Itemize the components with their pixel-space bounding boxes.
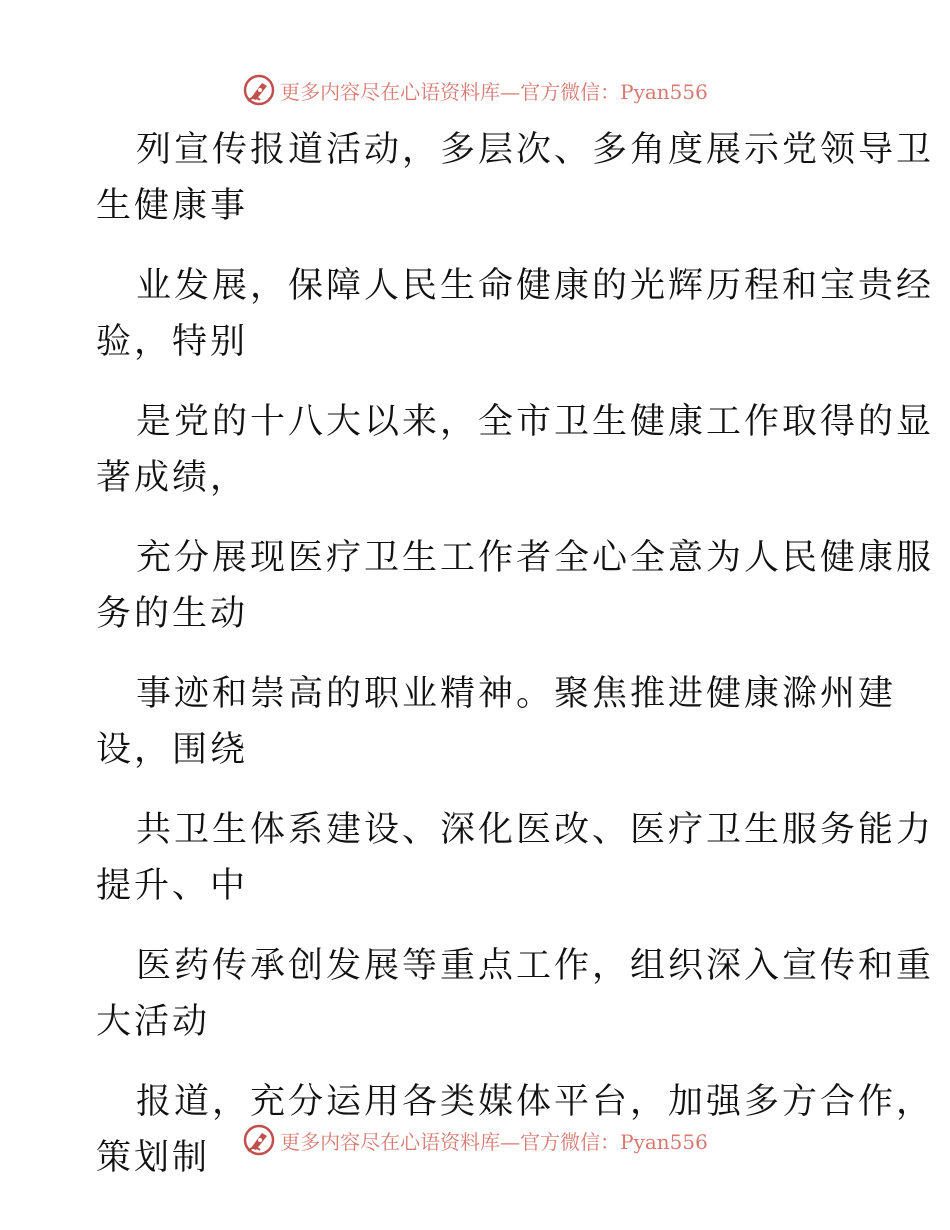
paragraph	[96, 938, 935, 1050]
paragraph-line: 大活动	[96, 1002, 211, 1042]
paragraph-line: 务的生动	[96, 594, 249, 634]
paragraph-line: 业发展，保障人民生命健康的光辉历程和宝贵经	[136, 266, 935, 306]
header-watermark-banner	[0, 70, 950, 110]
paragraph-line: 医药传承创发展等重点工作，组织深入宣传和重	[136, 946, 935, 986]
paragraph-line: 报道，充分运用各类媒体平台，加强多方合作，	[136, 1082, 935, 1122]
footer-banner-text: 更多内容尽在心语资料库—官方微信：Pyan556	[280, 1129, 708, 1154]
pen-nib-logo-icon	[242, 73, 276, 107]
paragraph-line: 著成绩，	[96, 458, 249, 498]
paragraph-line: 提升、中	[96, 866, 249, 906]
paragraph-line: 验，特别	[96, 322, 249, 362]
pen-nib-logo-icon	[242, 1123, 276, 1157]
paragraph	[96, 666, 897, 778]
paragraph	[96, 122, 935, 234]
header-banner-text: 更多内容尽在心语资料库—官方微信：Pyan556	[280, 79, 708, 104]
paragraph-line: 生健康事	[96, 186, 249, 226]
paragraph	[96, 258, 935, 370]
paragraph-line: 事迹和崇高的职业精神。聚焦推进健康滁州建	[136, 674, 897, 714]
paragraph-line: 共卫生体系建设、深化医改、医疗卫生服务能力	[136, 810, 935, 850]
footer-watermark-banner	[0, 1120, 950, 1160]
paragraph	[96, 530, 935, 642]
paragraph-line: 设，围绕	[96, 730, 249, 770]
paragraph	[96, 394, 935, 506]
document-body	[96, 122, 935, 1210]
paragraph	[96, 802, 935, 914]
paragraph-line: 策划制	[96, 1138, 211, 1178]
paragraph-line: 列宣传报道活动，多层次、多角度展示党领导卫	[136, 130, 935, 170]
paragraph-line: 充分展现医疗卫生工作者全心全意为人民健康服	[136, 538, 935, 578]
paragraph-line: 是党的十八大以来，全市卫生健康工作取得的显	[136, 402, 935, 442]
